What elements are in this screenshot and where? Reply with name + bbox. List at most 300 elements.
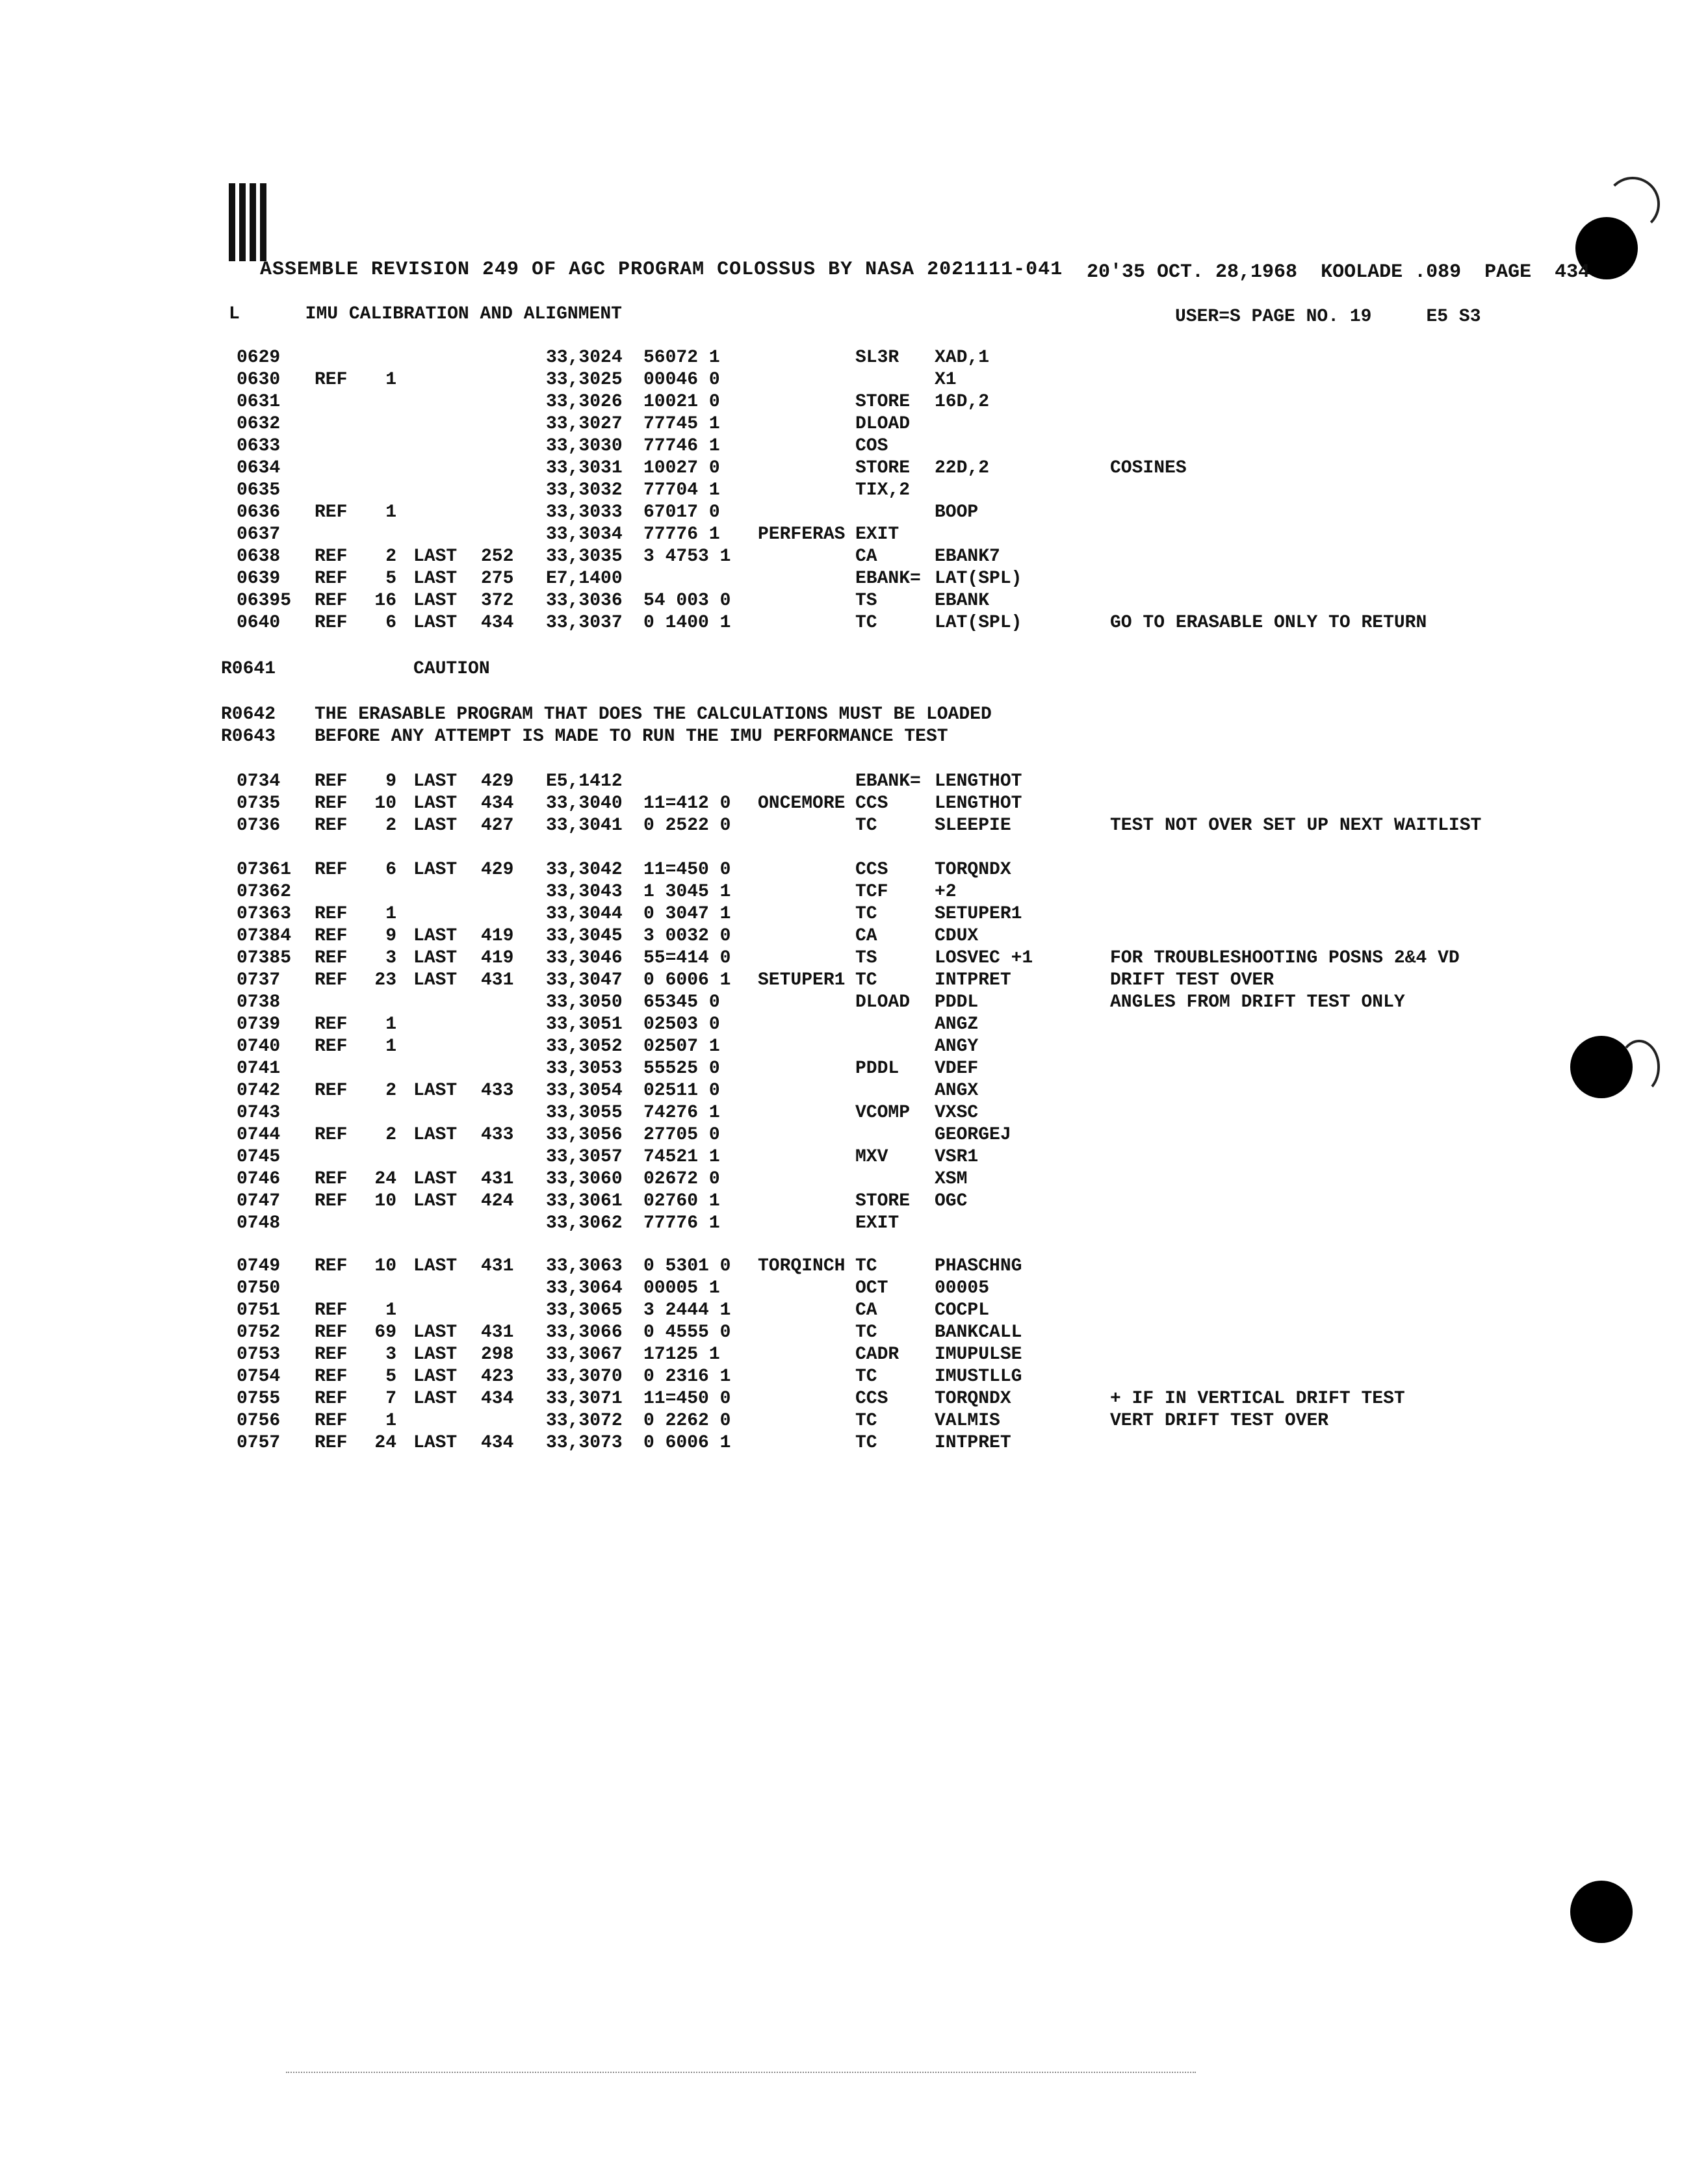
address: 33,3047	[546, 970, 623, 990]
listing-row	[0, 1213, 1708, 1235]
sequence-number: 0753	[237, 1345, 281, 1365]
last-tag: LAST	[413, 547, 458, 567]
operand: CDUX	[935, 926, 979, 946]
last-page: 419	[481, 948, 514, 968]
listing-row	[0, 546, 1708, 568]
comment: TEST NOT OVER SET UP NEXT WAITLIST	[1110, 816, 1482, 836]
listing-row	[0, 612, 1708, 634]
operand: LENGTHOT	[935, 771, 1022, 791]
ref-tag: REF	[315, 970, 348, 990]
last-tag: LAST	[413, 816, 458, 836]
last-page: 433	[481, 1081, 514, 1101]
comment: GO TO ERASABLE ONLY TO RETURN	[1110, 613, 1427, 633]
label: ONCEMORE	[758, 793, 846, 814]
sequence-number: 0640	[237, 613, 281, 633]
listing-row	[0, 1366, 1708, 1388]
operand: ANGX	[935, 1081, 979, 1101]
last-page: 424	[481, 1191, 514, 1211]
sequence-number: 07385	[237, 948, 292, 968]
address: 33,3043	[546, 882, 623, 902]
sequence-number: 0752	[237, 1322, 281, 1343]
ref-count: 16	[374, 591, 396, 611]
section-header	[229, 304, 622, 324]
listing-row	[0, 1344, 1708, 1366]
user-page-number: 19	[1349, 307, 1372, 327]
ref-tag: REF	[315, 948, 348, 968]
octal-code: 3 4753 1	[643, 547, 731, 567]
opcode: TCF	[855, 882, 888, 902]
section-marker: L	[229, 304, 240, 324]
binding-marks	[229, 183, 274, 266]
address: 33,3061	[546, 1191, 623, 1211]
opcode: MXV	[855, 1147, 888, 1167]
octal-code: 0 3047 1	[643, 904, 731, 924]
ref-tag: REF	[315, 904, 348, 924]
ref-tag: REF	[315, 1036, 348, 1057]
address: 33,3026	[546, 392, 623, 412]
caution-heading: CAUTION	[413, 659, 490, 679]
sequence-number: 0743	[237, 1103, 281, 1123]
address: 33,3063	[546, 1256, 623, 1276]
listing-row	[0, 970, 1708, 992]
sequence-number: 0632	[237, 414, 281, 434]
opcode: EXIT	[855, 524, 899, 545]
listing-row	[0, 1410, 1708, 1432]
operand: IMUSTLLG	[935, 1367, 1022, 1387]
address: E5,1412	[546, 771, 623, 791]
ref-tag: REF	[315, 1300, 348, 1320]
operand: VALMIS	[935, 1411, 1000, 1431]
address: 33,3072	[546, 1411, 623, 1431]
last-tag: LAST	[413, 1345, 458, 1365]
octal-code: 77704 1	[643, 480, 720, 500]
ref-count: 3	[385, 948, 396, 968]
sequence-number: 0634	[237, 458, 281, 478]
ref-tag: REF	[315, 1169, 348, 1189]
last-page: 429	[481, 860, 514, 880]
address: 33,3067	[546, 1345, 623, 1365]
listing-row	[0, 1146, 1708, 1168]
sequence-number: 0629	[237, 348, 281, 368]
opcode: TS	[855, 948, 877, 968]
opcode: TC	[855, 1411, 877, 1431]
operand: SLEEPIE	[935, 816, 1011, 836]
ref-count: 24	[374, 1169, 396, 1189]
sequence-number: 0738	[237, 992, 281, 1012]
opcode: OCT	[855, 1278, 888, 1298]
operand: EBANK	[935, 591, 990, 611]
listing-row	[0, 1102, 1708, 1124]
sequence-number: 0737	[237, 970, 281, 990]
octal-code: 17125 1	[643, 1345, 720, 1365]
address: 33,3040	[546, 793, 623, 814]
ref-count: 1	[385, 1036, 396, 1057]
listing-row	[0, 524, 1708, 546]
ref-count: 2	[385, 1081, 396, 1101]
comment: VERT DRIFT TEST OVER	[1110, 1411, 1329, 1431]
header-info	[1087, 261, 1590, 283]
listing-row	[0, 369, 1708, 391]
operand: SETUPER1	[935, 904, 1022, 924]
ref-count: 1	[385, 1014, 396, 1035]
ref-tag: REF	[315, 1256, 348, 1276]
ref-tag: REF	[315, 613, 348, 633]
operand: BOOP	[935, 502, 979, 522]
punch-hole-bottom	[1570, 1881, 1633, 1943]
address: 33,3030	[546, 436, 623, 456]
address: 33,3062	[546, 1213, 623, 1233]
ref-tag: REF	[315, 502, 348, 522]
operand: 22D,2	[935, 458, 990, 478]
ref-tag: REF	[315, 591, 348, 611]
sequence-number: 0739	[237, 1014, 281, 1035]
sequence-number: 0635	[237, 480, 281, 500]
octal-code: 00046 0	[643, 370, 720, 390]
last-tag: LAST	[413, 948, 458, 968]
octal-code: 1 3045 1	[643, 882, 731, 902]
ref-count: 23	[374, 970, 396, 990]
ref-tag: REF	[315, 1014, 348, 1035]
right-code: E5 S3	[1426, 307, 1481, 327]
opcode: STORE	[855, 1191, 911, 1211]
operand: OGC	[935, 1191, 968, 1211]
operand: VSR1	[935, 1147, 979, 1167]
address: 33,3037	[546, 613, 623, 633]
section-title: IMU CALIBRATION AND ALIGNMENT	[305, 304, 622, 324]
address: 33,3065	[546, 1300, 623, 1320]
opcode: TC	[855, 904, 877, 924]
octal-code: 00005 1	[643, 1278, 720, 1298]
comment: ANGLES FROM DRIFT TEST ONLY	[1110, 992, 1405, 1012]
opcode: CCS	[855, 793, 888, 814]
comment: DRIFT TEST OVER	[1110, 970, 1275, 990]
ref-count: 10	[374, 1191, 396, 1211]
operand: PDDL	[935, 992, 979, 1012]
listing-row	[0, 590, 1708, 612]
opcode: CCS	[855, 1389, 888, 1409]
ref-tag: REF	[315, 771, 348, 791]
listing-row	[0, 480, 1708, 502]
octal-code: 11=450 0	[643, 860, 731, 880]
sequence-number: 0747	[237, 1191, 281, 1211]
opcode: TIX,2	[855, 480, 911, 500]
sequence-number: 0638	[237, 547, 281, 567]
listing-row	[0, 347, 1708, 369]
octal-code: 0 6006 1	[643, 970, 731, 990]
listing-row	[0, 413, 1708, 435]
address: 33,3033	[546, 502, 623, 522]
address: 33,3050	[546, 992, 623, 1012]
address: 33,3027	[546, 414, 623, 434]
address: 33,3035	[546, 547, 623, 567]
octal-code: 56072 1	[643, 348, 720, 368]
octal-code: 11=450 0	[643, 1389, 731, 1409]
address: 33,3053	[546, 1059, 623, 1079]
sequence-number: 07362	[237, 882, 292, 902]
operand: TORQNDX	[935, 860, 1011, 880]
ref-count: 1	[385, 502, 396, 522]
address: 33,3070	[546, 1367, 623, 1387]
sequence-number: 0630	[237, 370, 281, 390]
ref-tag: REF	[315, 1191, 348, 1211]
last-page: 372	[481, 591, 514, 611]
sequence-number: 0637	[237, 524, 281, 545]
octal-code: 02507 1	[643, 1036, 720, 1057]
last-page: 419	[481, 926, 514, 946]
sequence-number: 07384	[237, 926, 292, 946]
octal-code: 0 6006 1	[643, 1433, 731, 1453]
ref-tag: REF	[315, 860, 348, 880]
ref-tag: REF	[315, 1389, 348, 1409]
last-tag: LAST	[413, 771, 458, 791]
listing-row	[0, 859, 1708, 881]
last-page: 252	[481, 547, 514, 567]
ref-tag: REF	[315, 1345, 348, 1365]
comment: FOR TROUBLESHOOTING POSNS 2&4 VD	[1110, 948, 1460, 968]
header-assembler: KOOLADE .089	[1321, 261, 1462, 283]
sequence-number: 0746	[237, 1169, 281, 1189]
listing-row	[0, 1190, 1708, 1213]
ref-count: 1	[385, 370, 396, 390]
last-page: 434	[481, 1389, 514, 1409]
opcode: COS	[855, 436, 888, 456]
operand: +2	[935, 882, 957, 902]
sequence-number: 0755	[237, 1389, 281, 1409]
operand: LAT(SPL)	[935, 613, 1022, 633]
address: E7,1400	[546, 569, 623, 589]
last-tag: LAST	[413, 1322, 458, 1343]
opcode: CADR	[855, 1345, 899, 1365]
listing-row	[0, 1036, 1708, 1058]
scan-noise-line	[286, 2072, 1196, 2073]
address: 33,3031	[546, 458, 623, 478]
last-tag: LAST	[413, 613, 458, 633]
last-page: 275	[481, 569, 514, 589]
ref-count: 6	[385, 860, 396, 880]
label: PERFERAS	[758, 524, 846, 545]
ref-tag: REF	[315, 1433, 348, 1453]
last-tag: LAST	[413, 1125, 458, 1145]
last-tag: LAST	[413, 1081, 458, 1101]
address: 33,3025	[546, 370, 623, 390]
ref-count: 24	[374, 1433, 396, 1453]
octal-code: 0 2522 0	[643, 816, 731, 836]
operand: XSM	[935, 1169, 968, 1189]
listing-row	[0, 502, 1708, 524]
opcode: CA	[855, 547, 877, 567]
operand: COCPL	[935, 1300, 990, 1320]
sequence-number: 0745	[237, 1147, 281, 1167]
address: 33,3066	[546, 1322, 623, 1343]
opcode: CCS	[855, 860, 888, 880]
ref-count: 1	[385, 1411, 396, 1431]
ref-count: 2	[385, 816, 396, 836]
listing-row	[0, 435, 1708, 457]
listing-row	[0, 1278, 1708, 1300]
last-tag: LAST	[413, 793, 458, 814]
operand: INTPRET	[935, 970, 1011, 990]
sequence-number: 0742	[237, 1081, 281, 1101]
operand: INTPRET	[935, 1433, 1011, 1453]
punch-hole-top-arc	[1605, 177, 1660, 231]
last-tag: LAST	[413, 926, 458, 946]
last-page: 423	[481, 1367, 514, 1387]
ref-tag: REF	[315, 1125, 348, 1145]
opcode: TC	[855, 1256, 877, 1276]
address: 33,3051	[546, 1014, 623, 1035]
header-title: ASSEMBLE REVISION 249 OF AGC PROGRAM COLOSSUS BY NASA 2021111-041	[260, 259, 1063, 281]
last-page: 431	[481, 1169, 514, 1189]
ref-tag: REF	[315, 793, 348, 814]
octal-code: 77776 1	[643, 524, 720, 545]
last-page: 434	[481, 613, 514, 633]
address: 33,3045	[546, 926, 623, 946]
operand: ANGZ	[935, 1014, 979, 1035]
address: 33,3042	[546, 860, 623, 880]
last-tag: LAST	[413, 1191, 458, 1211]
opcode: STORE	[855, 458, 911, 478]
comment: COSINES	[1110, 458, 1187, 478]
listing-row	[0, 903, 1708, 925]
last-page: 429	[481, 771, 514, 791]
ref-count: 2	[385, 1125, 396, 1145]
label: TORQINCH	[758, 1256, 846, 1276]
opcode: VCOMP	[855, 1103, 911, 1123]
sequence-number: 0748	[237, 1213, 281, 1233]
opcode: DLOAD	[855, 414, 911, 434]
ref-count: 69	[374, 1322, 396, 1343]
sequence-number: 0744	[237, 1125, 281, 1145]
sequence-number: 0639	[237, 569, 281, 589]
ref-count: 9	[385, 771, 396, 791]
caution-seq-1: R0641	[221, 659, 276, 679]
octal-code: 3 2444 1	[643, 1300, 731, 1320]
opcode: PDDL	[855, 1059, 899, 1079]
opcode: STORE	[855, 392, 911, 412]
sequence-number: 0750	[237, 1278, 281, 1298]
caution-line-2: BEFORE ANY ATTEMPT IS MADE TO RUN THE IMU PERFORMANCE TEST	[315, 727, 948, 747]
operand: VXSC	[935, 1103, 979, 1123]
sequence-number: 0734	[237, 771, 281, 791]
operand: TORQNDX	[935, 1389, 1011, 1409]
ref-count: 5	[385, 569, 396, 589]
last-page: 298	[481, 1345, 514, 1365]
caution-line-1: THE ERASABLE PROGRAM THAT DOES THE CALCULATIONS MUST BE LOADED	[315, 704, 992, 725]
label: SETUPER1	[758, 970, 846, 990]
ref-tag: REF	[315, 370, 348, 390]
last-tag: LAST	[413, 1389, 458, 1409]
last-tag: LAST	[413, 591, 458, 611]
ref-count: 1	[385, 904, 396, 924]
operand: LOSVEC +1	[935, 948, 1033, 968]
listing-row	[0, 1080, 1708, 1102]
address: 33,3073	[546, 1433, 623, 1453]
address: 33,3057	[546, 1147, 623, 1167]
address: 33,3034	[546, 524, 623, 545]
last-page: 431	[481, 970, 514, 990]
opcode: EBANK=	[855, 569, 921, 589]
ref-tag: REF	[315, 569, 348, 589]
operand: PHASCHNG	[935, 1256, 1022, 1276]
octal-code: 0 2262 0	[643, 1411, 731, 1431]
last-tag: LAST	[413, 1169, 458, 1189]
last-tag: LAST	[413, 1256, 458, 1276]
opcode: TC	[855, 613, 877, 633]
listing-row	[0, 793, 1708, 815]
octal-code: 0 4555 0	[643, 1322, 731, 1343]
octal-code: 10021 0	[643, 392, 720, 412]
address: 33,3041	[546, 816, 623, 836]
header-timestamp: 20'35 OCT. 28,1968	[1087, 261, 1298, 283]
address: 33,3032	[546, 480, 623, 500]
octal-code: 54 003 0	[643, 591, 731, 611]
listing-row	[0, 1124, 1708, 1146]
ref-count: 10	[374, 793, 396, 814]
opcode: TC	[855, 816, 877, 836]
ref-tag: REF	[315, 1081, 348, 1101]
last-page: 434	[481, 793, 514, 814]
octal-code: 3 0032 0	[643, 926, 731, 946]
listing-row	[0, 1300, 1708, 1322]
operand: IMUPULSE	[935, 1345, 1022, 1365]
listing-row	[0, 1255, 1708, 1278]
octal-code: 02760 1	[643, 1191, 720, 1211]
caution-seq-2: R0642	[221, 704, 276, 725]
octal-code: 77776 1	[643, 1213, 720, 1233]
operand: BANKCALL	[935, 1322, 1022, 1343]
listing-row	[0, 771, 1708, 793]
listing-row	[0, 568, 1708, 590]
opcode: DLOAD	[855, 992, 911, 1012]
header-page-label: PAGE	[1484, 261, 1532, 283]
operand: XAD,1	[935, 348, 990, 368]
operand: 00005	[935, 1278, 990, 1298]
listing-row	[0, 1058, 1708, 1080]
octal-code: 0 5301 0	[643, 1256, 731, 1276]
sequence-number: 07361	[237, 860, 292, 880]
opcode: CA	[855, 1300, 877, 1320]
ref-tag: REF	[315, 1322, 348, 1343]
ref-count: 9	[385, 926, 396, 946]
sequence-number: 0735	[237, 793, 281, 814]
last-tag: LAST	[413, 860, 458, 880]
address: 33,3052	[546, 1036, 623, 1057]
last-tag: LAST	[413, 1367, 458, 1387]
last-tag: LAST	[413, 1433, 458, 1453]
ref-count: 3	[385, 1345, 396, 1365]
ref-tag: REF	[315, 1367, 348, 1387]
ref-tag: REF	[315, 816, 348, 836]
operand: GEORGEJ	[935, 1125, 1011, 1145]
operand: EBANK7	[935, 547, 1000, 567]
header-page-number: 434	[1555, 261, 1590, 283]
opcode: CA	[855, 926, 877, 946]
ref-count: 10	[374, 1256, 396, 1276]
operand: ANGY	[935, 1036, 979, 1057]
listing-row	[0, 1014, 1708, 1036]
listing-row	[0, 457, 1708, 480]
sequence-number: 0749	[237, 1256, 281, 1276]
listing-row	[0, 1322, 1708, 1344]
listing-row	[0, 1432, 1708, 1454]
listing-row	[0, 925, 1708, 947]
sequence-number: 0631	[237, 392, 281, 412]
listing-row	[0, 881, 1708, 903]
address: 33,3071	[546, 1389, 623, 1409]
address: 33,3060	[546, 1169, 623, 1189]
operand: 16D,2	[935, 392, 990, 412]
octal-code: 77746 1	[643, 436, 720, 456]
